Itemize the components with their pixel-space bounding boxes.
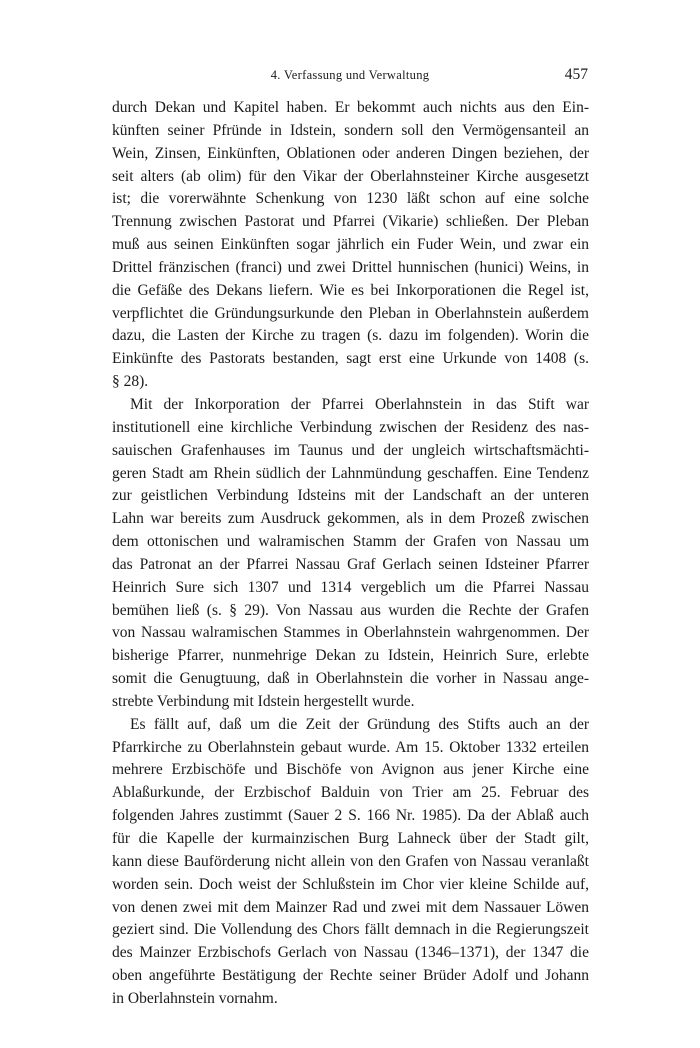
text-line: von denen zwei mit dem Mainzer Rad und zwei mit dem Nassauer Löwen	[112, 898, 589, 916]
text-line: das Patronat an der Pfarrei Nassau Graf Gerlach seinen Idsteiner Pfarrer	[112, 555, 589, 573]
text-line: oben angeführte Bestätigung der Rechte seiner Brüder Adolf und Johann	[112, 967, 589, 985]
body-text	[112, 97, 589, 1011]
text-line: künften seiner Pfründe in Idstein, sondern soll den Vermögensanteil an	[112, 121, 589, 139]
text-line: Heinrich Sure sich 1307 und 1314 vergeblich um die Pfarrei Nassau	[112, 578, 589, 596]
paragraph-start-line: Es fällt auf, daß um die Zeit der Gründung des Stifts auch an der	[130, 715, 589, 733]
text-line: worden sein. Doch weist der Schlußstein im Chor vier kleine Schilde auf,	[112, 875, 589, 893]
text-line: Lahn war bereits zum Ausdruck gekommen, als in dem Prozeß zwischen	[112, 510, 589, 528]
text-line: die Gefäße des Dekans liefern. Wie es bei Inkorporationen die Regel ist,	[112, 281, 589, 299]
text-line: verpflichtet die Gründungsurkunde den Pleban in Oberlahnstein außerdem	[112, 304, 589, 322]
text-line: geren Stadt am Rhein südlich der Lahnmündung geschaffen. Eine Tendenz	[112, 464, 589, 482]
text-line: für die Kapelle der kurmainzischen Burg Lahneck über der Stadt gilt,	[112, 830, 589, 847]
text-line: in Oberlahnstein vornahm.	[112, 989, 278, 1007]
text-line: folgenden Jahres zustimmt (Sauer 2 S. 166 Nr. 1985). Da der Ablaß auch	[112, 807, 589, 825]
text-line: zur geistlichen Verbindung Idsteins mit der Landschaft an der unteren	[112, 487, 589, 505]
text-line: institutionell eine kirchliche Verbindung zwischen der Residenz des nas-	[112, 418, 589, 436]
paragraph-start-line: Mit der Inkorporation der Pfarrei Oberlahnstein in das Stift war	[130, 395, 589, 413]
text-line: bisherige Pfarrer, nunmehrige Dekan zu Idstein, Heinrich Sure, erlebte	[112, 647, 589, 665]
text-line: Wein, Zinsen, Einkünften, Oblationen oder anderen Dingen beziehen, der	[112, 144, 589, 162]
text-line: seit alters (ab olim) für den Vikar der Oberlahnsteiner Kirche ausgesetzt	[112, 167, 589, 185]
text-line: dem ottonischen und walramischen Stamm der Grafen von Nassau um	[112, 533, 589, 551]
text-line: des Mainzer Erzbischofs Gerlach von Nassau (1346–1371), der 1347 die	[112, 944, 589, 962]
text-line: bemühen ließ (s. § 29). Von Nassau aus wurden die Rechte der Grafen	[112, 601, 589, 619]
text-line: Trennung zwischen Pastorat und Pfarrei (Vikarie) schließen. Der Pleban	[112, 213, 589, 231]
running-header	[0, 66, 700, 86]
running-title: 4. Verfassung und Verwaltung	[270, 68, 430, 82]
text-line: § 28).	[112, 373, 149, 391]
text-line: strebte Verbindung mit Idstein hergestellt wurde.	[112, 692, 415, 710]
text-line: mehrere Erzbischöfe und Bischöfe von Avignon aus jener Kirche eine	[112, 761, 589, 779]
text-line: Ablaßurkunde, der Erzbischof Balduin von Trier am 25. Februar des	[112, 784, 589, 802]
text-line: somit die Genugtuung, daß in Oberlahnstein die vorher in Nassau ange-	[112, 670, 589, 688]
text-line: durch Dekan und Kapitel haben. Er bekommt auch nichts aus den Ein-	[112, 99, 589, 116]
text-line: ist; die vorerwähnte Schenkung von 1230 läßt schon auf eine solche	[112, 190, 589, 208]
text-line: kann diese Bauförderung nicht allein von den Grafen von Nassau veranlaßt	[112, 852, 589, 870]
text-line: dazu, die Lasten der Kirche zu tragen (s. dazu im folgenden). Worin die	[112, 327, 589, 345]
text-line: sauischen Grafenhauses im Taunus und der ungleich wirtschaftsmächti-	[112, 441, 589, 459]
text-line: Einkünfte des Pastorats bestanden, sagt erst eine Urkunde von 1408 (s.	[112, 350, 589, 368]
page-number: 457	[564, 66, 588, 83]
text-line: Drittel fränzischen (franci) und zwei Drittel hunnischen (hunici) Weins, in	[112, 258, 589, 276]
text-line: von Nassau walramischen Stammes in Oberlahnstein wahrgenommen. Der	[112, 624, 589, 642]
text-line: muß aus seinen Einkünften sogar jährlich ein Fuder Wein, und zwar ein	[112, 236, 589, 254]
text-line: geziert sind. Die Vollendung des Chors fällt demnach in die Regierungszeit	[112, 921, 589, 939]
text-line: Pfarrkirche zu Oberlahnstein gebaut wurde. Am 15. Oktober 1332 erteilen	[112, 738, 589, 756]
